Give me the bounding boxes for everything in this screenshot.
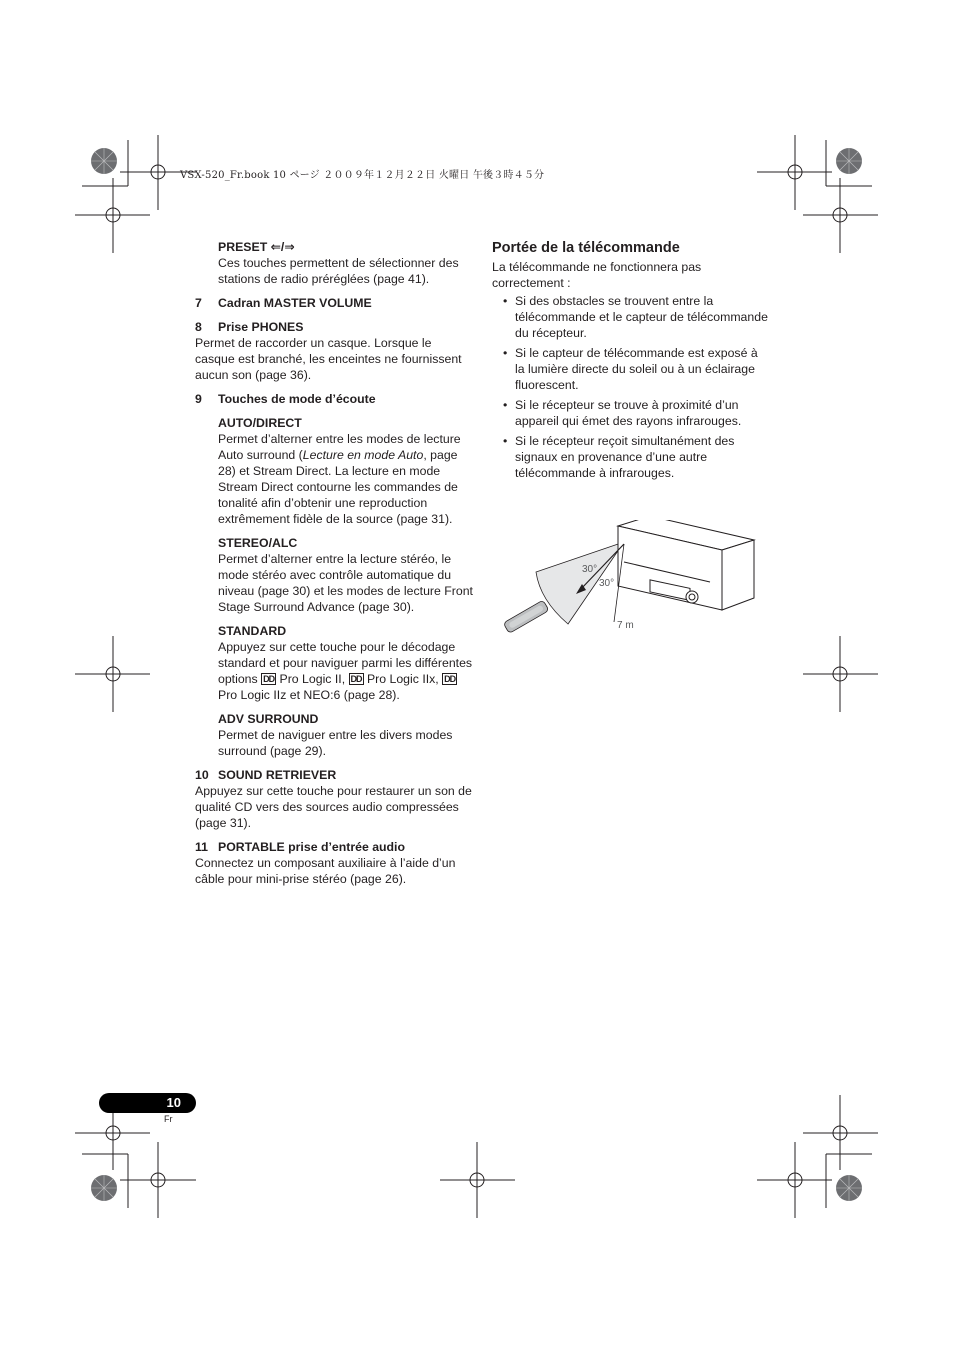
- preset-title: PRESET: [218, 240, 268, 254]
- item-11-text: Connectez un composant auxiliaire à l’aide d’un câble pour mini-prise stéréo (page 26).: [195, 856, 456, 886]
- item-8-text: Permet de raccorder un casque. Lorsque le casque est branché, les enceintes ne fournissent aucun son (page 36).: [195, 336, 462, 382]
- preset-block: [195, 239, 473, 287]
- item-7-number: 7: [195, 296, 202, 310]
- dolby-logo-icon: DD: [444, 674, 456, 684]
- standard-text: Appuyez sur cette touche pour le décodage standard et pour naviguer parmi les différentes options DD Pro Logic II, DD Pro Logic IIx, DD Pro Logic IIz et NEO:6 (page 28).: [218, 640, 473, 702]
- remote-range-illustration: [500, 520, 760, 660]
- page-number: 10: [166, 1095, 181, 1110]
- distance-label: 7 m: [617, 620, 634, 631]
- auto-direct-text: Permet d’alterner entre les modes de lecture Auto surround (Lecture en mode Auto, page 28) et Stream Direct. La lecture en mode Stream Direct contourne les commandes de tonalité afin d’obtenir une reproduction extrêmement fidèle de la source (page 31).: [218, 432, 461, 526]
- item-8-heading: [195, 319, 473, 335]
- item-9-number: 9: [195, 392, 202, 406]
- dolby-logo-icon: DD: [263, 674, 275, 684]
- conditions-list: [492, 293, 768, 481]
- bullet-icon: •: [503, 294, 508, 308]
- list-item: • Si des obstacles se trouvent entre la télécommande et le capteur de télécommande du récepteur.: [503, 294, 768, 340]
- item-10-number: 10: [195, 768, 209, 782]
- left-column: [195, 239, 473, 887]
- angle-bottom-label: 30°: [599, 578, 615, 589]
- item-11-title: PORTABLE prise d’entrée audio: [218, 840, 405, 854]
- item-11-heading: [195, 839, 473, 855]
- bullet-icon: •: [503, 346, 508, 360]
- item-8-title: Prise PHONES: [218, 320, 304, 334]
- item-7-heading: [195, 295, 473, 311]
- list-item: • Si le récepteur reçoit simultanément des signaux en provenance d’une autre télécommande à infrarouges.: [503, 434, 735, 480]
- angle-top-label: 30°: [582, 564, 598, 575]
- stereo-alc-title: STEREO/ALC: [218, 536, 298, 550]
- receiver-icon: [618, 520, 754, 610]
- item-10-heading: [195, 767, 473, 783]
- auto-direct-title: AUTO/DIRECT: [218, 416, 302, 430]
- section-title: Portée de la télécommande: [492, 240, 680, 256]
- preset-heading: [218, 239, 473, 255]
- bullet-icon: •: [503, 434, 508, 448]
- remote-control-icon: [503, 600, 549, 633]
- adv-surround-text: Permet de naviguer entre les divers modes surround (page 29).: [218, 728, 453, 758]
- item-9-heading: [195, 391, 473, 407]
- right-column: [492, 239, 768, 485]
- item-9-title: Touches de mode d’écoute: [218, 392, 376, 406]
- intro-text: La télécommande ne fonctionnera pas correctement :: [492, 260, 702, 290]
- preset-text: Ces touches permettent de sélectionner des stations de radio préréglées (page 41).: [218, 256, 459, 286]
- item-10-title: SOUND RETRIEVER: [218, 768, 337, 782]
- auto-direct-block: [195, 415, 473, 759]
- adv-surround-title: ADV SURROUND: [218, 712, 319, 726]
- print-file-header: VSX-520_Fr.book 10 ページ ２００９年１２月２２日 火曜日 午後３時４５分: [180, 170, 545, 181]
- dolby-logo-icon: DD: [350, 674, 362, 684]
- bullet-icon: •: [503, 398, 508, 412]
- list-item: • Si le capteur de télécommande est exposé à la lumière directe du soleil ou à un éclairage fluorescent.: [503, 346, 758, 392]
- preset-arrows-icon: ⇐/⇒: [270, 240, 295, 254]
- item-7-title: Cadran MASTER VOLUME: [218, 296, 372, 310]
- language-code: Fr: [164, 1114, 173, 1124]
- stereo-alc-text: Permet d’alterner entre la lecture stéréo, le mode stéréo avec contrôle automatique du niveau (page 30) et les modes de lecture Front Stage Surround Advance (page 30).: [218, 552, 473, 614]
- item-8-number: 8: [195, 320, 202, 334]
- item-10-text: Appuyez sur cette touche pour restaurer un son de qualité CD vers des sources audio compressées (page 31).: [195, 784, 472, 830]
- standard-title: STANDARD: [218, 624, 287, 638]
- item-11-number: 11: [195, 840, 208, 854]
- list-item: • Si le récepteur se trouve à proximité d’un appareil qui émet des rayons infrarouges.: [503, 398, 742, 428]
